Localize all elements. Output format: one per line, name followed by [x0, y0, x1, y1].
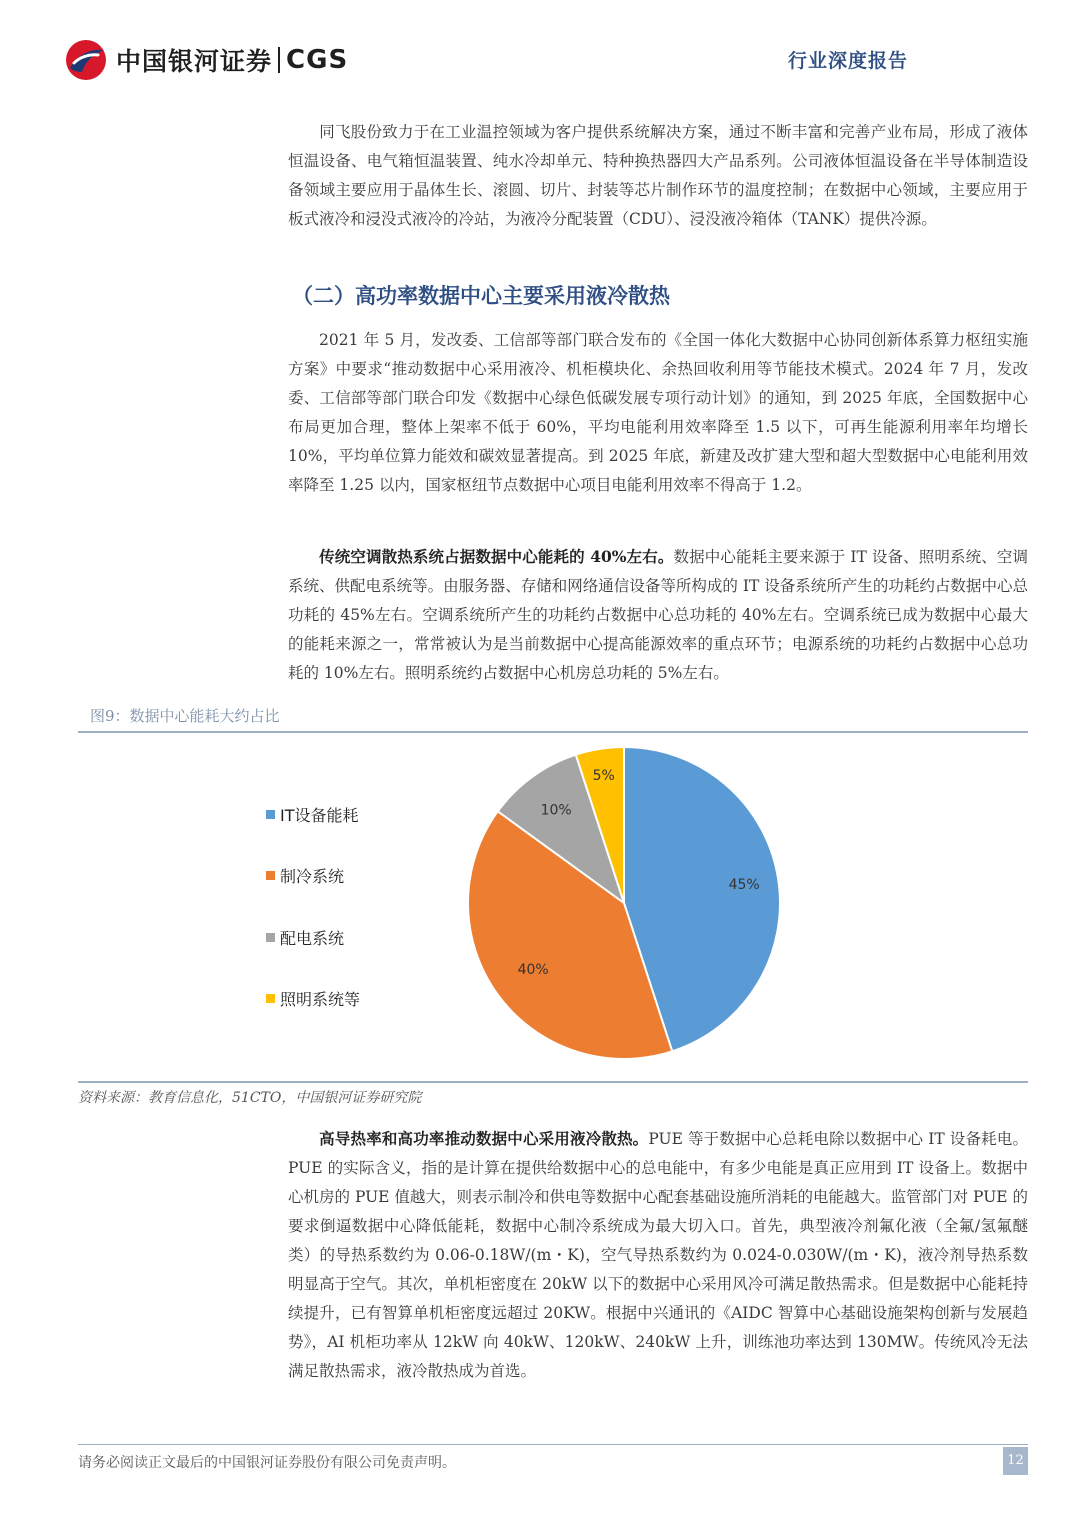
paragraph-tongfei	[288, 118, 1028, 234]
paragraph-liquid-cooling	[288, 1124, 1028, 1386]
paragraph-policy	[288, 326, 1028, 500]
paragraph-text: 同飞股份致力于在工业温控领域为客户提供系统解决方案，通过不断丰富和完善产业布局，形成了液体恒温设备、电气箱恒温装置、纯水冷却单元、特种换热器四大产品系列。公司液体恒温设备在半导体制造设备领域主要应用于晶体生长、滚圆、切片、封装等芯片制作环节的温度控制；在数据中心领域，主要应用于板式液冷和浸没式液冷的冷站，为液冷分配装置（CDU）、浸没液冷箱体（TANK）提供冷源。	[288, 123, 1028, 228]
legend-label: 制冷系统	[280, 867, 345, 886]
pie-data-label: 40%	[517, 962, 549, 979]
legend-label: 配电系统	[280, 928, 345, 948]
chart-legend	[266, 798, 360, 1044]
legend-item	[266, 983, 360, 1015]
legend-swatch	[266, 994, 275, 1003]
legend-label: 照明系统等	[280, 990, 361, 1009]
figure-bottom-rule	[78, 1081, 1028, 1083]
legend-item	[266, 860, 360, 892]
paragraph-lead: 高导热率和高功率推动数据中心采用液冷散热。	[319, 1129, 649, 1148]
brand-separator	[278, 47, 280, 73]
figure-caption: 图9：数据中心能耗大约占比	[90, 707, 280, 725]
pie-data-label: 10%	[540, 802, 572, 819]
legend-item	[266, 921, 360, 953]
section-title: （二）高功率数据中心主要采用液冷散热	[292, 283, 670, 308]
footer-rule	[78, 1444, 1028, 1445]
paragraph-text: PUE 等于数据中心总耗电除以数据中心 IT 设备耗电。PUE 的实际含义，指的是计算在提供给数据中心的总电能中，有多少电能是真正应用到 IT 设备上。数据中心机房的 PUE 值越大，则表示制冷和供电等数据中心配套基础设施所消耗的电能越大。监管部门对 PUE 的要求倒逼数据中心降低能耗，数据中心制冷系统成为最大切入口。首先，典型液冷剂氟化液（全氟/氢氟醚类）的导热系数约为 0.06-0.18W/(m・K)，空气导热系数约为 0.024-0.030W/(m・K)，液冷剂导热系数明显高于空气。其次，单机柜密度在 20kW 以下的数据中心采用风冷可满足散热需求。但是数据中心能耗持续提升，已有智算单机柜密度远超过 20KW。根据中兴通讯的《AIDC 智算中心基础设施架构创新与发展趋势》，AI 机柜功率从 12kW 向 40kW、120kW、240kW 上升，训练池功率达到 130MW。传统风冷无法满足散热需求，液冷散热成为首选。	[288, 1130, 1028, 1380]
paragraph-text: 2021 年 5 月，发改委、工信部等部门联合发布的《全国一体化大数据中心协同创新体系算力枢纽实施方案》中要求“推动数据中心采用液冷、机柜模块化、余热回收利用等节能技术模式。2024 年 7 月，发改委、工信部等部门联合印发《数据中心绿色低碳发展专项行动计划》的通知，到 2025 年底，全国数据中心布局更加合理，整体上架率不低于 60%，平均电能利用效率降至 1.5 以下，可再生能源利用率年均增长 10%，平均单位算力能效和碳效显著提高。到 2025 年底，新建及改扩建大型和超大型数据中心电能利用效率降至 1.25 以内，国家枢纽节点数据中心项目电能利用效率不得高于 1.2。	[288, 331, 1028, 494]
legend-item	[266, 798, 360, 830]
pie-data-label: 5%	[592, 768, 615, 785]
report-type-label: 行业深度报告	[787, 50, 908, 72]
page-header	[0, 0, 1080, 100]
footer-disclaimer: 请务必阅读正文最后的中国银河证券股份有限公司免责声明。	[78, 1455, 456, 1471]
galaxy-logo-icon	[64, 38, 108, 82]
legend-swatch	[266, 933, 275, 942]
legend-swatch	[266, 810, 275, 819]
legend-swatch	[266, 871, 275, 880]
pie-data-label: 45%	[728, 876, 760, 893]
company-logo	[64, 38, 348, 82]
paragraph-lead: 传统空调散热系统占据数据中心能耗的 40%左右。	[319, 547, 674, 566]
brand-name-cn: 中国银河证券	[116, 47, 273, 76]
page-number: 12	[1003, 1447, 1028, 1475]
figure-source: 资料来源：教育信息化，51CTO，中国银河证券研究院	[78, 1090, 422, 1106]
paragraph-text: 数据中心能耗主要来源于 IT 设备、照明系统、空调系统、供配电系统等。由服务器、存储和网络通信设备等所构成的 IT 设备系统所产生的功耗约占数据中心总功耗的 45%左右。空调系统所产生的功耗约占数据中心总功耗的 40%左右。空调系统已成为数据中心最大的能耗来源之一，常常被认为是当前数据中心提高能源效率的重点环节；电源系统的功耗约占数据中心总功耗的 10%左右。照明系统约占数据中心机房总功耗的 5%左右。	[288, 548, 1028, 682]
legend-label: IT设备能耗	[280, 805, 359, 825]
energy-pie-chart	[440, 730, 800, 1080]
paragraph-energy	[288, 542, 1028, 688]
brand-name-en: CGS	[286, 45, 349, 75]
